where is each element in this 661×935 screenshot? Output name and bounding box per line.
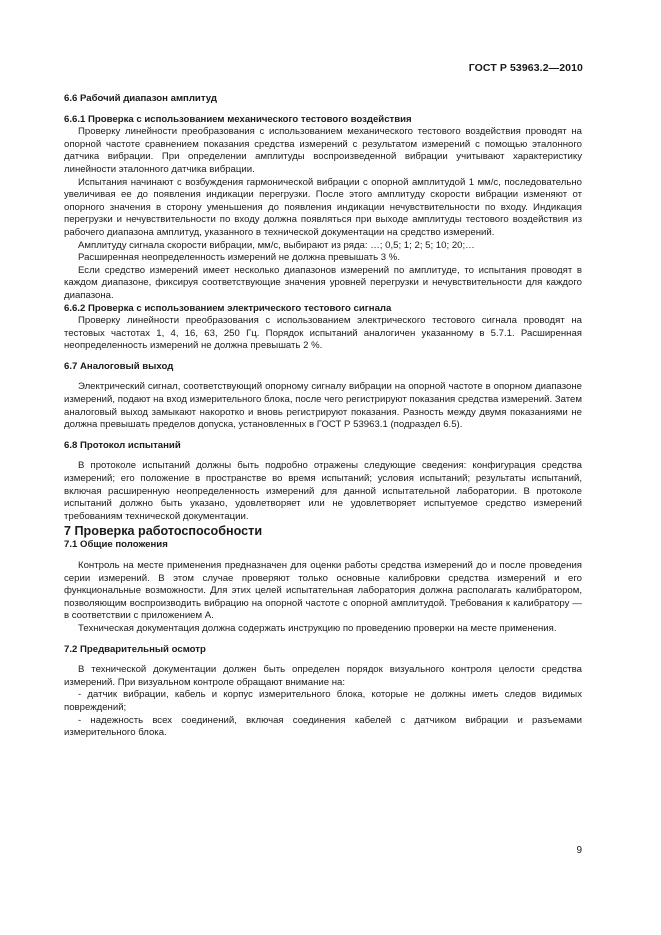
heading-6-8: 6.8 Протокол испытаний [64,439,181,451]
list-item-7-2-1: - датчик вибрации, кабель и корпус измерительного блока, которые не должны иметь следов видимых повреждений; [64,689,582,713]
heading-6-6-1: 6.6.1 Проверка с использованием механического тестового воздействия [64,113,412,125]
heading-7-2: 7.2 Предварительный осмотр [64,643,206,655]
paragraph-6-6-1-3: Амплитуду сигнала скорости вибрации, мм/с, выбирают из ряда: …; 0,5; 1; 2; 5; 10; 20;… [78,239,475,251]
heading-7: 7 Проверка работоспособности [64,524,263,539]
page-header-doc-id: ГОСТ Р 53963.2—2010 [468,62,583,74]
heading-6-7: 6.7 Аналоговый выход [64,360,174,372]
paragraph-6-6-2-1: Проверку линейности преобразования с использованием электрического тестового сигнала проводят на тестовых частотах 1, 4, 16, 63, 250 Гц. Порядок испытаний аналогичен указанному в 5.7.1. Расширенная неопределенность измерений не должна превышать 2 %. [64,315,582,352]
heading-7-1: 7.1 Общие положения [64,539,168,551]
page-number: 9 [576,845,582,856]
page-content [64,93,582,740]
heading-6-6: 6.6 Рабочий диапазон амплитуд [64,93,217,104]
paragraph-7-2-1: В технической документации должен быть определен порядок визуального контроля целости средства измерений. При визуальном контроле обращают внимание на: [64,664,582,688]
paragraph-6-8-1: В протоколе испытаний должны быть подробно отражены следующие сведения: конфигурация средства измерений; его положение в пространстве во время испытаний; условия испытаний; результаты испытаний, включая расширенную неопределенность измерений для данной испытательной лаборатории. В протоколе испытаний должно быть указано, удовлетворяет или не удовлетворяет испытуемое средство измерений требованиям технической документации. [64,460,582,522]
paragraph-6-6-1-4: Расширенная неопределенность измерений не должна превышать 3 %. [78,252,401,264]
paragraph-6-6-1-1: Проверку линейности преобразования с использованием механического тестового воздействия проводят на опорной частоте сравнением показания средства измерений с результатом измерений с помощью эталонного датчика вибрации. При определении амплитуды воспроизведенной вибрации учитывают характеристику линейности эталонного датчика вибрации. [64,126,582,175]
heading-6-6-2: 6.6.2 Проверка с использованием электрического тестового сигнала [64,302,392,314]
paragraph-6-7-1: Электрический сигнал, соответствующий опорному сигналу вибрации на опорной частоте в опорном диапазоне измерений, подают на вход измерительного блока, после чего регистрируют показания средства измерений. Затем аналоговый выход замыкают накоротко и вновь регистрируют показания. Разность между двумя показаниями не должна превышать пределов допуска, установленных в ГОСТ Р 53963.1 (подраздел 6.5). [64,381,582,431]
list-item-7-2-2: - надежность всех соединений, включая соединения кабелей с датчиком вибрации и разъемами измерительного блока. [64,714,582,739]
paragraph-7-1-2: Техническая документация должна содержать инструкцию по проведению проверки на месте применения. [78,622,557,634]
paragraph-7-1-1: Контроль на месте применения предназначен для оценки работы средства измерений до и после проведения серии измерений. В этом случае проверяют только основные калибровки средства измерений и его функциональные возможности. Для этих целей испытательная лаборатория должна располагать калибратором, позволяющим воспроизводить вибрацию на опорной частоте с опорной амплитудой. Требования к калибратору — в соответствии с приложением А. [64,560,582,622]
paragraph-6-6-1-2: Испытания начинают с возбуждения гармонической вибрации с опорной амплитудой 1 мм/с, последовательно увеличивая ее до появления индикации перегрузки. После этого амплитуду скорости вибрации изменяют от опорного значения в сторону уменьшения до появления индикации нечувствительности по входу. Индикация перегрузки и нечувствительности по входу должна появляться при выходе амплитуды тестового воздействия из рабочего диапазона амплитуд, указанного в технической документации на средство измерений. [64,176,582,238]
paragraph-6-6-1-5: Если средство измерений имеет несколько диапазонов измерений по амплитуде, то испытания проводят в каждом диапазоне, фиксируя соответствующие значения уровней перегрузки и нечувствительности для каждого диапазона. [64,264,582,301]
